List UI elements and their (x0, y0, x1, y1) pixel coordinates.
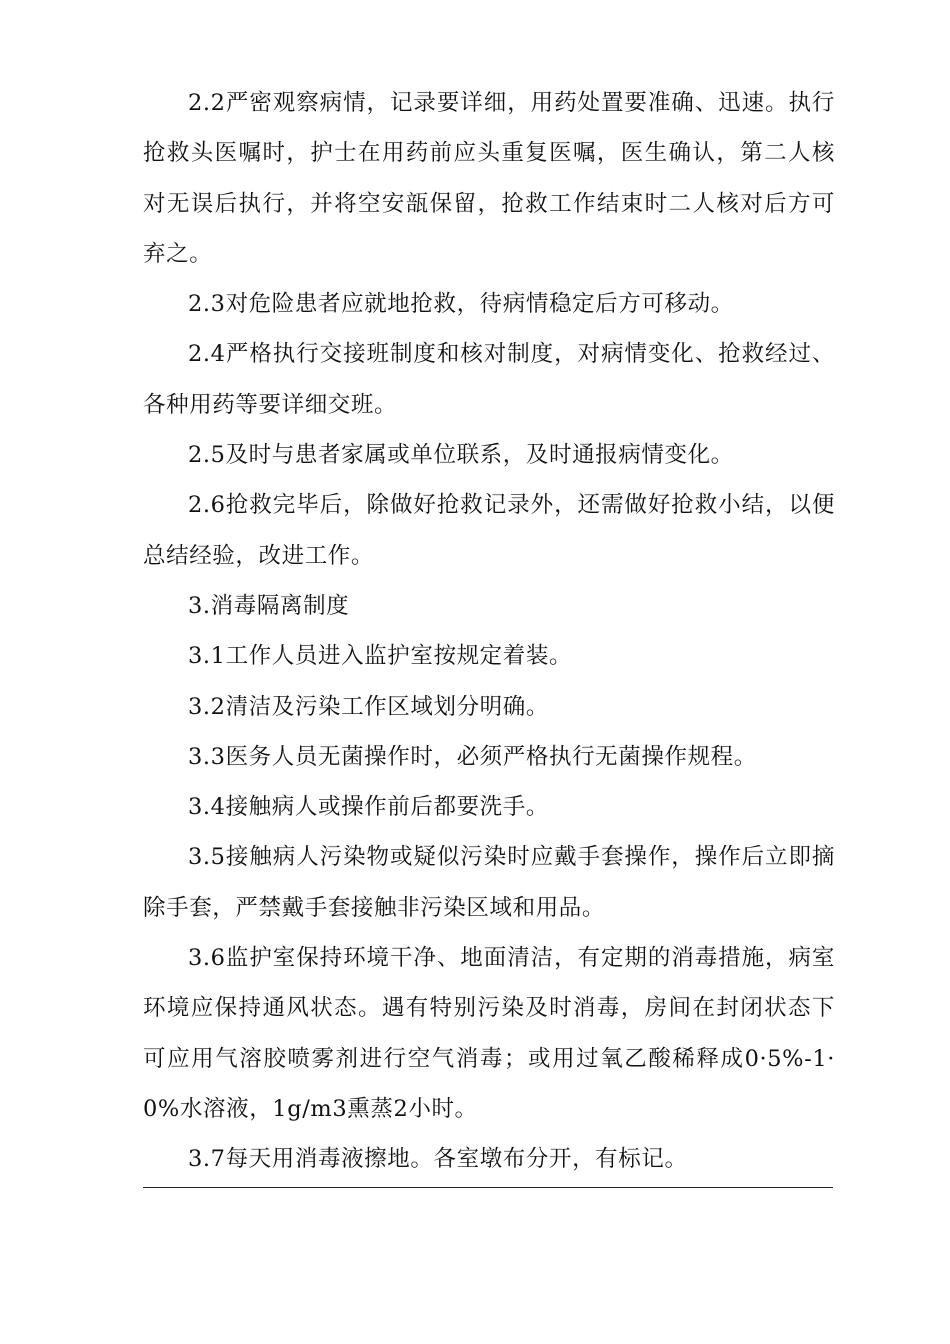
paragraph-3-6: 3.6监护室保持环境干净、地面清洁，有定期的消毒措施，病室环境应保持通风状态。遇有特别污染及时消毒，房间在封闭状态下可应用气溶胶喷雾剂进行空气消毒；或用过氧乙酸稀释成0·5%-1·0%水溶液，1g/m3熏蒸2小时。 (143, 945, 835, 1122)
paragraph-3-5: 3.5接触病人污染物或疑似污染时应戴手套操作，操作后立即摘除手套，严禁戴手套接触非污染区域和用品。 (143, 844, 835, 921)
paragraph-2-5: 2.5及时与患者家属或单位联系，及时通报病情变化。 (188, 442, 734, 469)
paragraph-3-1: 3.1工作人员进入监护室按规定着装。 (188, 643, 573, 670)
paragraph-2-4: 2.4严格执行交接班制度和核对制度，对病情变化、抢救经过、各种用药等要详细交班。 (143, 341, 835, 418)
paragraph-3-7: 3.7每天用消毒液擦地。各室墩布分开，有标记。 (188, 1146, 688, 1173)
paragraph-2-6: 2.6抢救完毕后，除做好抢救记录外，还需做好抢救小结，以便总结经验，改进工作。 (143, 492, 835, 569)
paragraph-3-3: 3.3医务人员无菌操作时，必须严格执行无菌操作规程。 (188, 743, 757, 770)
paragraph-3-2: 3.2清洁及污染工作区域划分明确。 (188, 693, 549, 720)
paragraph-3-4: 3.4接触病人或操作前后都要洗手。 (188, 794, 549, 821)
footer-divider (143, 1187, 833, 1188)
section-heading-3: 3.消毒隔离制度 (188, 592, 350, 619)
paragraph-2-3: 2.3对危险患者应就地抢救，待病情稳定后方可移动。 (188, 291, 734, 318)
paragraph-2-2: 2.2严密观察病情，记录要详细，用药处置要准确、迅速。执行抢救头医嘱时，护士在用药前应头重复医嘱，医生确认，第二人核对无误后执行，并将空安瓿保留，抢救工作结束时二人核对后方可弃之。 (143, 90, 835, 267)
document-body (143, 78, 835, 1185)
